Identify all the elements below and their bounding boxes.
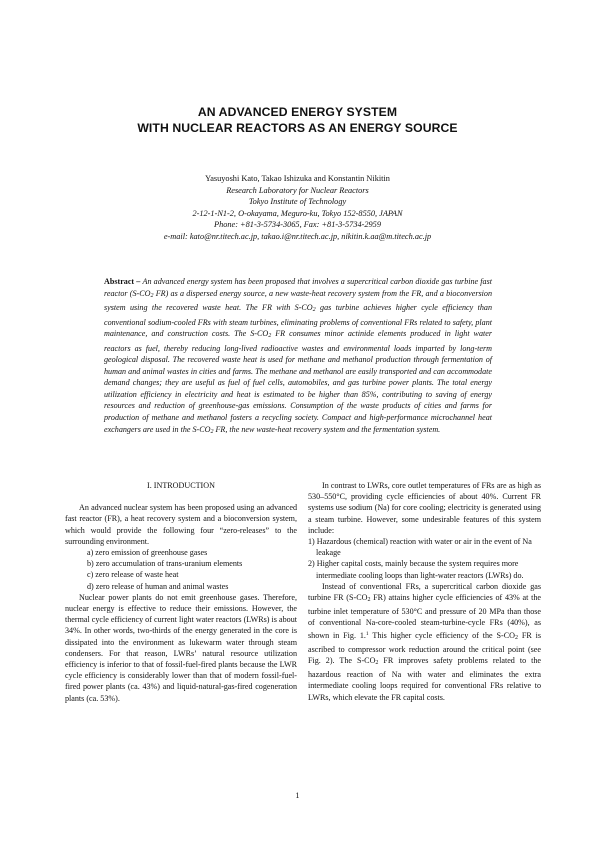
contact-email: e-mail: kato@nr.titech.ac.jp, takao.i@nr.titech.ac.jp, nikitin.k.aa@m.titech.ac.jp (163, 231, 432, 241)
subscript: 2 (312, 307, 316, 314)
list-item: c) zero release of waste heat (87, 570, 179, 580)
subscript: 2 (150, 292, 154, 299)
author-block (0, 173, 595, 243)
numbered-item: 1) Hazardous (chemical) reaction with water or air in the event of Na leakage (308, 537, 532, 558)
subscript: 2 (367, 597, 371, 604)
list-item: d) zero release of human and animal wastes (87, 581, 229, 591)
subscript: 2 (514, 634, 518, 641)
page-number: 1 (295, 791, 300, 800)
right-paragraph-2 (308, 581, 541, 703)
left-column (65, 480, 297, 704)
section-heading: I. INTRODUCTION (147, 481, 215, 490)
title-line-1: AN ADVANCED ENERGY SYSTEM (197, 105, 398, 119)
subscript: 2 (268, 333, 272, 340)
abstract-label: Abstract (104, 277, 135, 286)
abstract-text: FR) as a dispersed energy source, a new waste-heat recovery system from the FR, and a bioconversion system using the recovered waste heat. The FR with S-CO (104, 288, 492, 313)
numbered-item: 2) Higher capital costs, mainly because the system requires more intermediate cooling loops than light-water reactors (LWRs) do. (308, 559, 524, 580)
right-column (308, 480, 541, 703)
abstract-text: FR consumes minor actinide elements produced in light water reactors as fuel, thereby reducing long-lived radioactive wastes and environmental loads imparted by long-term geological disposal. The recovered waste heat is used for methane and methanol production through fermentation of human and animal wastes in cities and farms. The methane and methanol are easily transported and can accommodate demand changes; they are useful as fuel of fuel cells, automobiles, and gas turbine power plants. The total energy utilization efficiency in electricity and heat is estimated to be higher than 85%, contributing to saving of energy resources and reduction of greenhouse-gas emissions. Consumption of the waste products of cities and farms for production of methane and methanol fosters a recycling society. Compact and high-performance microchannel heat exchangers are used in the S-CO (104, 329, 492, 434)
contact-phone: Phone: +81-3-5734-3065, Fax: +81-3-5734-2959 (214, 220, 381, 230)
text-run: FR improves safety problems related to the hazardous reaction of Na with water and eliminates the extra intermediate cooling loops required for conventional FRs relative to LWRs, which elevate the FR capital costs. (308, 656, 541, 702)
affiliation-address: 2-12-1-N1-2, O-okayama, Meguro-ku, Tokyo 152-8550, JAPAN (192, 208, 403, 218)
intro-paragraph-2: Nuclear power plants do not emit greenhouse gases. Therefore, nuclear energy is effective to reduce their emissions. However, the thermal cycle efficiency of current light water reactors (LWRs) is about 34%. In other words, two-thirds of the energy generated in the core is dissipated into the environment as lukewarm water through steam condensers. For that reason, LWRs’ natural resource utilization efficiency is inferior to that of fossil-fuel-fired plants because the LWR cycle efficiency is considerably lower than that of modern fossil-fuel-fired power plants (ca. 43%) and liquid-natural-gas-fired cogeneration plants (ca. 53%). (65, 592, 297, 703)
list-item: a) zero emission of greenhouse gases (87, 548, 208, 558)
intro-paragraph-1: An advanced nuclear system has been proposed using an advanced fast reactor (FR), a heat recovery system and a bioconversion system, which would provide the following four “zero-releases” to the surrounding environment. (65, 503, 297, 546)
text-run: FR is ascribed to compressor work reduction around the critical point (see Fig. 2). The S-CO (308, 630, 541, 666)
title-line-2: WITH NUCLEAR REACTORS AS AN ENERGY SOURCE (137, 121, 458, 135)
abstract-dash: – (134, 277, 143, 286)
abstract (104, 276, 492, 438)
author-names: Yasuyoshi Kato, Takao Ishizuka and Konstantin Nikitin (205, 174, 390, 183)
subscript: 2 (375, 660, 379, 667)
citation-superscript: 1 (365, 630, 369, 637)
text-run: Instead of conventional FRs, a supercritical carbon dioxide gas turbine FR (S-CO (308, 581, 541, 603)
text-run: FR) attains higher cycle efficiencies of 43% at the turbine inlet temperature of 530°C and pressure of 20 MPa than those of conventional Na-core-cooled steam-turbine-cycle FRs (40%), as shown in Fig. 1. (308, 593, 541, 640)
affiliation-institute: Tokyo Institute of Technology (248, 197, 347, 207)
text-run: This higher cycle efficiency of the S-CO (368, 630, 515, 640)
affiliation-lab: Research Laboratory for Nuclear Reactors (226, 185, 369, 195)
paper-title (0, 104, 595, 136)
list-item: b) zero accumulation of trans-uranium elements (87, 559, 243, 569)
abstract-text: gas turbine achieves higher cycle efficiency than conventional sodium-cooled FRs with steam turbines, eliminating problems of conventional FRs related to safety, plant maintenance, and construction costs. The S-CO (104, 303, 493, 339)
abstract-text: An advanced energy system has been proposed that involves a supercritical carbon dioxide gas turbine fast reactor (S-CO (104, 277, 492, 298)
right-paragraph-1: In contrast to LWRs, core outlet temperatures of FRs are as high as 530–550°C, providing cycle efficiencies of about 40%. Current FR systems use sodium (Na) for core cooling; electricity is generated using a steam turbine. However, some undesirable features of this system include: (308, 481, 541, 535)
abstract-text: FR, the new waste-heat recovery system and the fermentation system. (213, 424, 441, 434)
subscript: 2 (210, 428, 214, 435)
